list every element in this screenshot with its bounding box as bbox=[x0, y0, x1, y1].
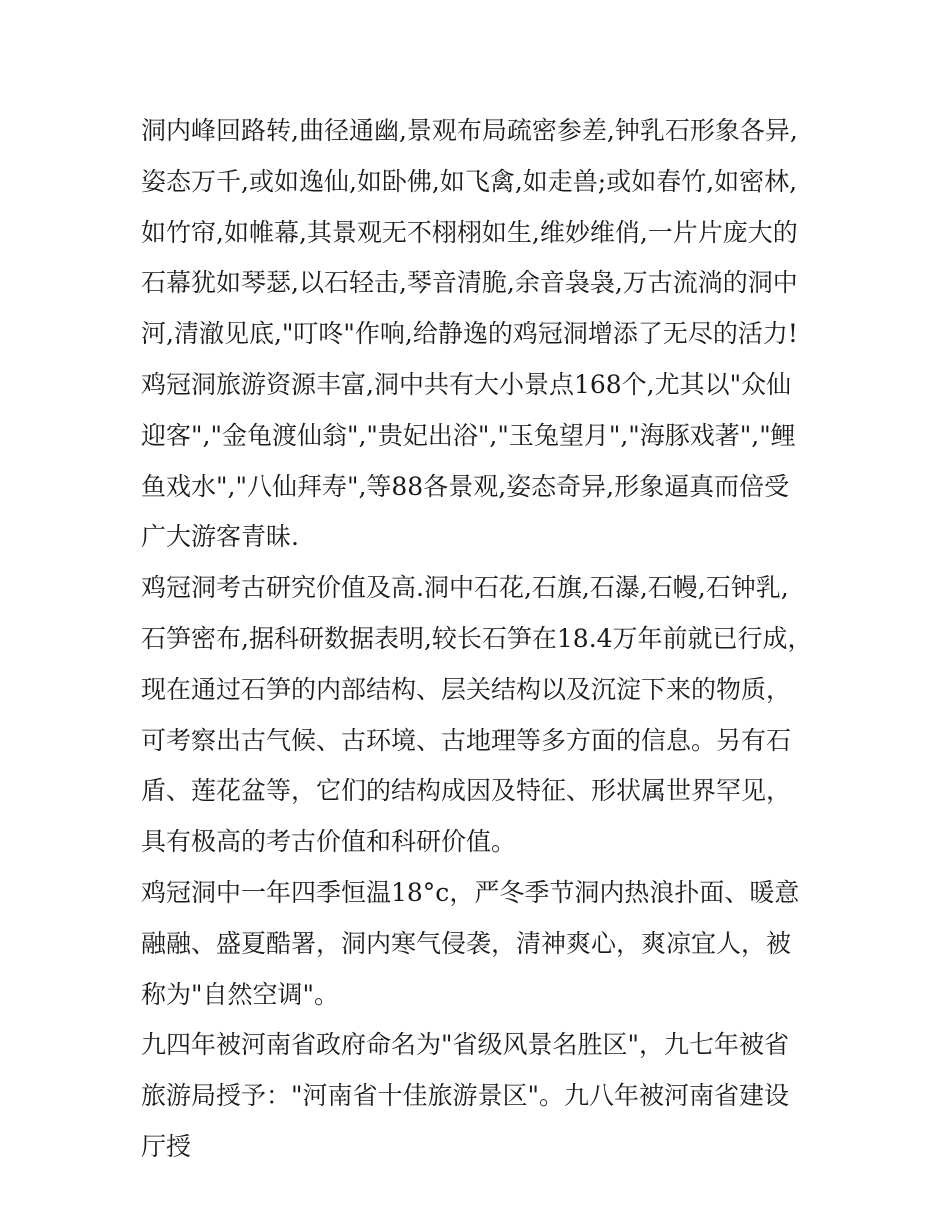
paragraph-archaeology: 鸡冠洞考古研究价值及高.洞中石花,石旗,石瀑,石幔,石钟乳,石笋密布,据科研数据表明,较长石笋在18.4万年前就已行成，现在通过石笋的内部结构、层关结构以及沉淀下来的物质，可考察出古气候、古环境、古地理等多方面的信息。另有石盾、莲花盆等，它们的结构成因及特征、形状属世界罕见，具有极高的考古价值和科研价值。 bbox=[141, 573, 813, 857]
paragraph-resources: 鸡冠洞旅游资源丰富,洞中共有大小景点168个,尤其以"众仙迎客","金龟渡仙翁","贵妃出浴","玉兔望月","海豚戏著","鲤鱼戏水","八仙拜寿",等88各景观,姿态奇异,形象逼真而倍受广大游客青昧. bbox=[141, 369, 796, 552]
paragraph-temperature: 鸡冠洞中一年四季恒温18°c，严冬季节洞内热浪扑面、暖意融融、盛夏酷署，洞内寒气侵袭，清神爽心，爽凉宜人，被称为"自然空调"。 bbox=[141, 877, 800, 1009]
paragraph-scenery: 洞内峰回路转,曲径通幽,景观布局疏密参差,钟乳石形象各异,姿态万千,或如逸仙,如卧佛,如飞禽,如走兽;或如春竹,如密林,如竹帘,如帷幕,其景观无不栩栩如生,维妙维俏,一片片庞大的石幕犹如琴瑟,以石轻击,琴音清脆,余音袅袅,万古流淌的洞中河,清澈见底,"叮咚"作响,给静逸的鸡冠洞增添了无尽的活力! bbox=[141, 116, 798, 349]
paragraph-honors: 九四年被河南省政府命名为"省级风景名胜区"，九七年被省旅游局授予："河南省十佳旅游景区"。九八年被河南省建设厅授 bbox=[141, 1030, 790, 1161]
document-body bbox=[141, 106, 813, 1173]
